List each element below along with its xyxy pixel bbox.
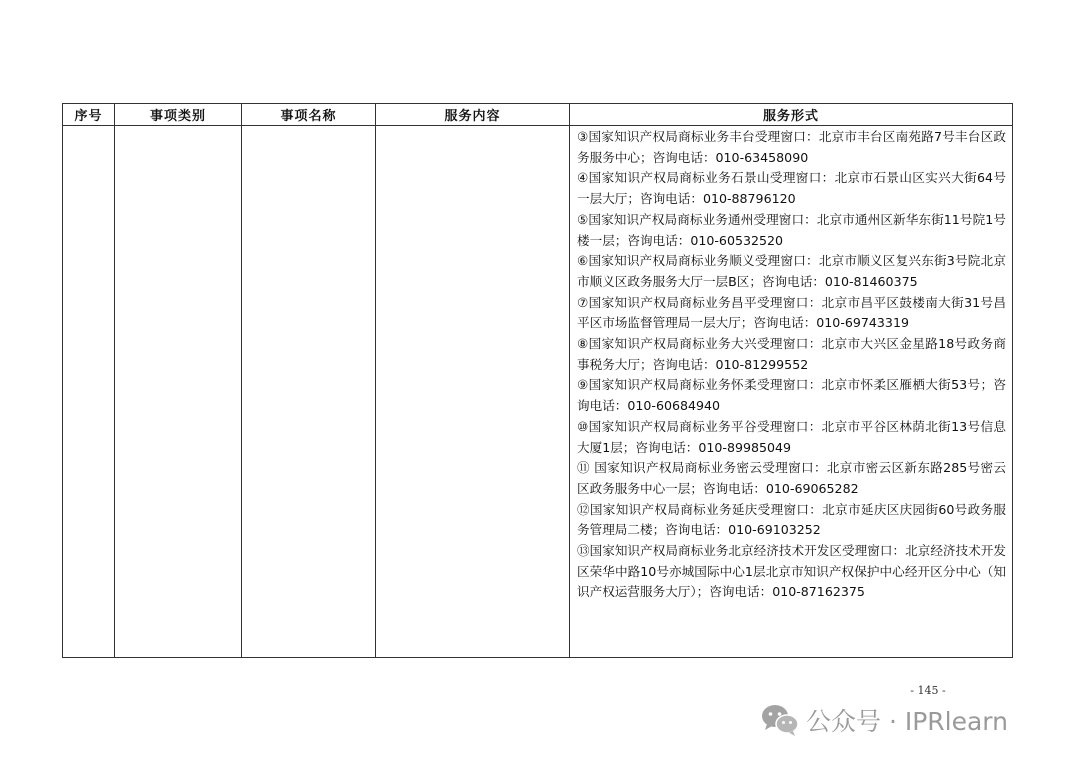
service-window-list bbox=[577, 126, 1006, 603]
header-item-category: 事项类别 bbox=[115, 104, 242, 126]
header-service-form: 服务形式 bbox=[570, 104, 1013, 126]
list-item: ⑬国家知识产权局商标业务北京经济技术开发区受理窗口：北京经济技术开发区荣华中路10号亦城国际中心1层北京市知识产权保护中心经开区分中心（知识产权运营服务大厅）；咨询电话：010-87162375 bbox=[577, 543, 1006, 600]
header-item-name: 事项名称 bbox=[242, 104, 376, 126]
page-number: - 145 - bbox=[910, 684, 946, 697]
table-row bbox=[63, 126, 1013, 658]
cell-item-name bbox=[242, 126, 376, 658]
list-item: ⑨国家知识产权局商标业务怀柔受理窗口：北京市怀柔区雁栖大街53号；咨询电话：010-60684940 bbox=[577, 377, 1006, 414]
cell-service-form bbox=[570, 126, 1013, 658]
list-item: ③国家知识产权局商标业务丰台受理窗口：北京市丰台区南苑路7号丰台区政务服务中心；咨询电话：010-63458090 bbox=[577, 129, 1006, 165]
cell-service-content bbox=[376, 126, 570, 658]
list-item: ⑫国家知识产权局商标业务延庆受理窗口：北京市延庆区庆园街60号政务服务管理局二楼；咨询电话：010-69103252 bbox=[577, 501, 1006, 538]
list-item: ⑩国家知识产权局商标业务平谷受理窗口：北京市平谷区林荫北街13号信息大厦1层；咨询电话：010-89985049 bbox=[577, 418, 1006, 455]
header-serial-number: 序号 bbox=[63, 104, 115, 126]
service-table bbox=[62, 103, 1013, 658]
wechat-icon bbox=[760, 702, 800, 738]
list-item: ④国家知识产权局商标业务石景山受理窗口：北京市石景山区实兴大街64号一层大厅；咨询电话：010-88796120 bbox=[577, 170, 1006, 207]
cell-serial-number bbox=[63, 126, 115, 658]
list-item: ⑪ 国家知识产权局商标业务密云受理窗口：北京市密云区新东路285号密云区政务服务中心一层；咨询电话：010-69065282 bbox=[577, 460, 1006, 496]
header-service-content: 服务内容 bbox=[376, 104, 570, 126]
list-item: ⑥国家知识产权局商标业务顺义受理窗口：北京市顺义区复兴东街3号院北京市顺义区政务服务大厅一层B区；咨询电话：010-81460375 bbox=[577, 253, 1006, 289]
cell-item-category bbox=[115, 126, 242, 658]
watermark-text: 公众号 · IPRlearn bbox=[806, 707, 1008, 736]
list-item: ⑧国家知识产权局商标业务大兴受理窗口：北京市大兴区金星路18号政务商事税务大厅；咨询电话：010-81299552 bbox=[577, 336, 1006, 372]
table-header-row bbox=[63, 104, 1013, 126]
list-item: ⑤国家知识产权局商标业务通州受理窗口：北京市通州区新华东街11号院1号楼一层；咨询电话：010-60532520 bbox=[577, 211, 1006, 248]
wechat-watermark bbox=[760, 700, 1008, 740]
list-item: ⑦国家知识产权局商标业务昌平受理窗口：北京市昌平区鼓楼南大街31号昌平区市场监督管理局一层大厅；咨询电话：010-69743319 bbox=[577, 294, 1006, 331]
